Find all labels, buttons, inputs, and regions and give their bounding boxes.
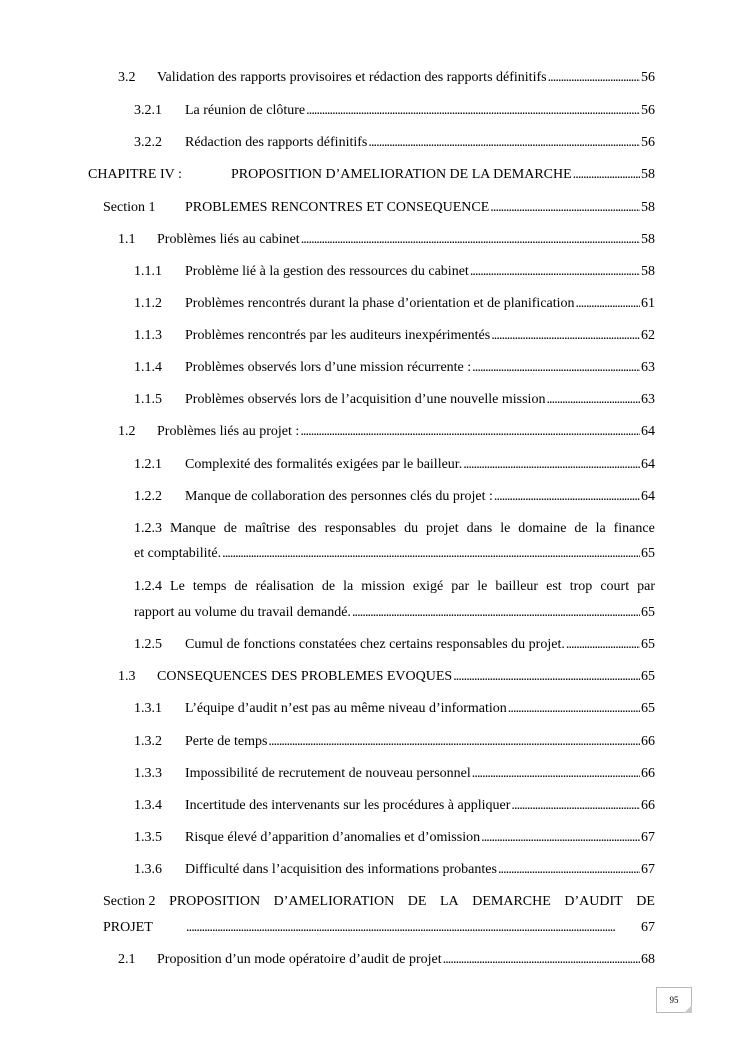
toc-word: DEMARCHE: [472, 894, 551, 909]
toc-word: des: [297, 521, 317, 536]
toc-word: finance: [613, 521, 655, 536]
toc-title: et comptabilité.: [134, 546, 222, 561]
toc-page: 65: [641, 637, 655, 652]
toc-page: 62: [641, 328, 655, 343]
toc-title: Risque élevé d’apparition d’anomalies et d’omission: [185, 830, 481, 845]
toc-title: Manque de collaboration des personnes clés du projet :: [185, 489, 493, 504]
toc-word: de: [574, 521, 588, 536]
toc-leader: [472, 765, 640, 783]
toc-leader: [463, 456, 640, 474]
toc-entry: [118, 951, 655, 969]
toc-number: 1.3: [118, 669, 136, 684]
toc-number: 1.3.2: [134, 734, 162, 749]
toc-number: 3.2.1: [134, 103, 162, 118]
toc-entry: [134, 102, 655, 120]
toc-word: la: [595, 521, 606, 536]
toc-leader: [306, 102, 640, 120]
toc-leader: [491, 327, 640, 345]
toc-entry: [134, 861, 655, 879]
toc-page: 67: [641, 920, 655, 935]
toc-word: PROPOSITION: [169, 894, 261, 909]
toc-word: le: [500, 521, 511, 536]
toc-word: Le: [170, 579, 185, 594]
toc-word: D’AMELIORATION: [273, 894, 395, 909]
toc-number: 1.3.4: [134, 798, 162, 813]
toc-leader: [566, 636, 640, 654]
toc-number: 1.2.3: [134, 521, 162, 536]
toc-page: 58: [641, 167, 655, 182]
toc-word: domaine: [518, 521, 567, 536]
toc-leader: [511, 797, 640, 815]
toc-page: 66: [641, 798, 655, 813]
toc-word: de: [234, 579, 248, 594]
toc-word: temps: [192, 579, 227, 594]
toc-page: 66: [641, 734, 655, 749]
toc-page: 56: [641, 70, 655, 85]
toc-word: de: [321, 579, 336, 594]
toc-entry: [134, 134, 655, 152]
toc-title: Validation des rapports provisoires et rédaction des rapports définitifs: [157, 70, 547, 85]
toc-title: rapport au volume du travail demandé.: [134, 605, 351, 620]
toc-title: Problèmes observés lors de l’acquisition d’une nouvelle mission: [185, 392, 546, 407]
toc-title: PROJET: [103, 920, 153, 935]
toc-word: par: [637, 579, 655, 594]
toc-page: 66: [641, 766, 655, 781]
toc-entry-justified-line: [103, 893, 655, 911]
toc-title: Impossibilité de recrutement de nouveau personnel: [185, 766, 471, 781]
toc-word: DE: [407, 894, 427, 909]
toc-number: 1.2: [118, 424, 136, 439]
toc-entry: [134, 636, 655, 654]
toc-word: exigé: [412, 579, 444, 594]
toc-number: 1.1.5: [134, 392, 162, 407]
toc-title: PROBLEMES RENCONTRES ET CONSEQUENCE: [185, 200, 490, 215]
toc-title: Proposition d’un mode opératoire d’audit de projet: [157, 952, 442, 967]
toc-leader: [481, 829, 640, 847]
toc-title: Complexité des formalités exigées par le bailleur.: [185, 457, 463, 472]
toc-page: 67: [641, 862, 655, 877]
toc-title: Problème lié à la gestion des ressources du cabinet: [185, 264, 469, 279]
toc-word: réalisation: [255, 579, 314, 594]
toc-entry-continuation: [103, 919, 655, 937]
toc-title: CONSEQUENCES DES PROBLEMES EVOQUES: [157, 669, 453, 684]
toc-word: du: [404, 521, 419, 536]
toc-entry-justified-line: [134, 578, 655, 596]
toc-leader: [222, 545, 640, 563]
toc-leader: [508, 700, 640, 718]
toc-entry: [134, 765, 655, 783]
toc-leader: [443, 951, 640, 969]
toc-leader: [470, 263, 640, 281]
toc-leader: [352, 604, 640, 622]
toc-entry: [118, 231, 655, 249]
toc-title: Cumul de fonctions constatées chez certains responsables du projet.: [185, 637, 565, 652]
toc-leader: [300, 423, 640, 441]
toc-number: 1.2.1: [134, 457, 162, 472]
toc-number: 1.2.2: [134, 489, 162, 504]
toc-leader: [453, 668, 640, 686]
toc-title: Incertitude des intervenants sur les procédures à appliquer: [185, 798, 511, 813]
toc-entry: [134, 327, 655, 345]
toc-entry-continuation: [134, 604, 655, 622]
toc-word: Manque: [169, 521, 216, 536]
toc-word: DE: [636, 894, 655, 909]
toc-word: de: [223, 521, 237, 536]
toc-word: projet: [426, 521, 459, 536]
toc-leader: [494, 488, 640, 506]
toc-word: le: [477, 579, 488, 594]
toc-page: 56: [641, 103, 655, 118]
toc-entry: [134, 797, 655, 815]
toc-leader: [268, 733, 640, 751]
toc-page: 58: [641, 264, 655, 279]
toc-page: 68: [641, 952, 655, 967]
toc-page: 64: [641, 489, 655, 504]
toc-entry-justified-line: [134, 520, 655, 538]
toc-leader: [546, 391, 640, 409]
toc-entry: [134, 295, 655, 313]
toc-word: la: [343, 579, 354, 594]
toc-number: 1.2.5: [134, 637, 162, 652]
toc-entry: [88, 166, 655, 184]
toc-number: 3.2: [118, 70, 136, 85]
toc-page: 63: [641, 392, 655, 407]
toc-leader: [301, 231, 640, 249]
toc-leader: [498, 861, 640, 879]
toc-number: Section 1: [103, 200, 156, 215]
toc-entry: [134, 488, 655, 506]
toc-leader: [186, 919, 640, 937]
toc-page: 61: [641, 296, 655, 311]
toc-word: mission: [361, 579, 405, 594]
toc-entry: [118, 69, 655, 87]
toc-number: 1.1.2: [134, 296, 162, 311]
toc-word: trop: [569, 579, 593, 594]
toc-title: Problèmes liés au cabinet: [157, 232, 300, 247]
toc-title: La réunion de clôture: [185, 103, 306, 118]
toc-number: 1.1.4: [134, 360, 162, 375]
toc-page: 65: [641, 669, 655, 684]
toc-page: 58: [641, 232, 655, 247]
toc-word: D’AUDIT: [564, 894, 623, 909]
toc-title: Difficulté dans l’acquisition des informations probantes: [185, 862, 497, 877]
toc-word: par: [451, 579, 470, 594]
toc-entry: [134, 263, 655, 281]
toc-word: bailleur: [495, 579, 539, 594]
toc-entry: [134, 733, 655, 751]
toc-title: Rédaction des rapports définitifs: [185, 135, 368, 150]
toc-entry: [118, 668, 655, 686]
toc-entry-continuation: [134, 545, 655, 563]
toc-leader: [472, 359, 640, 377]
toc-page: 65: [641, 605, 655, 620]
toc-leader: [576, 295, 640, 313]
page-number-box: [656, 987, 692, 1013]
toc-entry: [134, 829, 655, 847]
toc-entry: [134, 456, 655, 474]
toc-page: 63: [641, 360, 655, 375]
toc-title: PROPOSITION D’AMELIORATION DE LA DEMARCHE: [231, 167, 572, 182]
toc-leader: [368, 134, 640, 152]
toc-word: dans: [466, 521, 493, 536]
toc-leader: [548, 69, 640, 87]
toc-number: 1.3.6: [134, 862, 162, 877]
toc-entry: [134, 700, 655, 718]
toc-page: 64: [641, 424, 655, 439]
toc-number: 1.3.5: [134, 830, 162, 845]
toc-number: 3.2.2: [134, 135, 162, 150]
toc-word: est: [546, 579, 562, 594]
toc-number: 1.1: [118, 232, 136, 247]
toc-number: 1.1.1: [134, 264, 162, 279]
toc-word: court: [600, 579, 630, 594]
toc-number: CHAPITRE IV :: [88, 167, 182, 182]
toc-page: 56: [641, 135, 655, 150]
toc-page: 67: [641, 830, 655, 845]
toc-page: 58: [641, 200, 655, 215]
toc-title: L’équipe d’audit n’est pas au même niveau d’information: [185, 701, 507, 716]
toc-page: 65: [641, 701, 655, 716]
toc-number: 1.2.4: [134, 579, 162, 594]
toc-number: 1.3.3: [134, 766, 162, 781]
toc-page: 65: [641, 546, 655, 561]
toc-number: 1.3.1: [134, 701, 162, 716]
toc-number: 2.1: [118, 952, 136, 967]
toc-word: responsables: [324, 521, 397, 536]
toc-number: Section 2: [103, 894, 156, 909]
toc-entry: [134, 359, 655, 377]
toc-word: maîtrise: [244, 521, 291, 536]
page-number: 95: [669, 995, 679, 1005]
toc-leader: [490, 199, 640, 217]
toc-title: Problèmes observés lors d’une mission récurrente :: [185, 360, 472, 375]
toc-title: Perte de temps: [185, 734, 268, 749]
toc-entry: [103, 199, 655, 217]
toc-title: Problèmes rencontrés par les auditeurs inexpérimentés: [185, 328, 491, 343]
toc-title: Problèmes rencontrés durant la phase d’orientation et de planification: [185, 296, 575, 311]
toc-word: LA: [439, 894, 459, 909]
toc-leader: [573, 166, 640, 184]
toc-page: 64: [641, 457, 655, 472]
toc-number: 1.1.3: [134, 328, 162, 343]
toc-entry: [134, 391, 655, 409]
toc-title: Problèmes liés au projet :: [157, 424, 300, 439]
toc-entry: [118, 423, 655, 441]
